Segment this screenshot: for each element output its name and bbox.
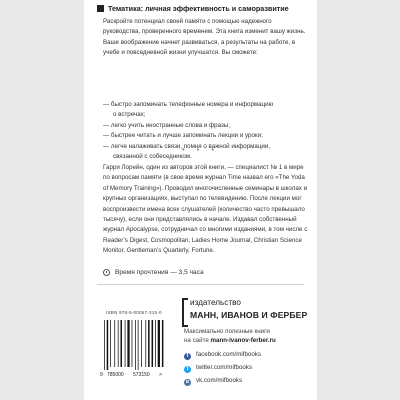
clock-icon xyxy=(103,269,110,276)
barcode-bar xyxy=(127,320,129,367)
barcode-bar xyxy=(125,320,126,367)
topic-square-icon xyxy=(97,5,104,12)
benefit-text: — легко учить иностранные слова и фразы; xyxy=(103,121,230,129)
barcode-bar xyxy=(158,320,160,367)
isbn-number: ISBN 978-5-00057-315-0 xyxy=(106,310,162,315)
barcode-bar xyxy=(152,320,154,367)
barcode-bar xyxy=(162,320,164,367)
publisher-site-line xyxy=(184,337,276,344)
benefit-text: — легче налаживать связи, помня о важной информации, xyxy=(103,142,271,150)
barcode-bars xyxy=(104,320,163,370)
benefit-item xyxy=(103,100,308,121)
site-link[interactable]: mann-ivanov-ferber.ru xyxy=(210,337,276,344)
publisher-tagline: Максимально полезные книги xyxy=(184,328,270,335)
social-label: facebook.com/mifbooks xyxy=(196,351,261,358)
barcode-bar xyxy=(121,320,123,367)
reading-time-label: Время прочтения — 3,5 часа xyxy=(115,269,204,276)
topic-line xyxy=(97,4,289,13)
divider xyxy=(97,284,304,285)
barcode-bar xyxy=(145,320,146,367)
vk-icon: в xyxy=(185,379,190,385)
social-label: vk.com/mifbooks xyxy=(196,377,243,384)
barcode-bar xyxy=(110,320,111,367)
benefit-text-cont: связанной с собеседником. xyxy=(113,153,192,161)
social-facebook[interactable] xyxy=(184,351,261,360)
barcode-digits-1: 785000 xyxy=(107,372,124,378)
facebook-icon: f xyxy=(184,353,191,360)
benefit-item xyxy=(103,131,308,141)
publisher-name: МАНН, ИВАНОВ И ФЕРБЕР xyxy=(190,310,308,320)
barcode-bar xyxy=(107,320,109,370)
book-back-cover xyxy=(84,0,317,400)
site-prefix: на сайте xyxy=(184,337,211,344)
benefit-item xyxy=(103,121,308,131)
barcode-bar xyxy=(135,320,136,370)
publisher-logo-bracket xyxy=(182,298,188,327)
twitter-icon: t xyxy=(184,366,191,373)
benefit-text: — быстро запоминать телефонные номера и информацию xyxy=(103,101,274,108)
barcode-bar xyxy=(138,320,139,370)
benefit-text: — быстрее читать и лучше запоминать лекции и уроки; xyxy=(103,132,263,140)
barcode-bar xyxy=(132,320,133,367)
benefit-text-cont: о встречах; xyxy=(113,111,146,119)
barcode-digits-2: 573150 xyxy=(133,372,150,378)
author-paragraph: Гарри Лорейн, один из авторов этой книги, — специалист № 1 в мире по вопросам памяти (в свое время журнал Time назвал его «The Yoda of Memory Training»). Проводил многочисленные семинары в школах и крупных организациях, выступал по телевидению. После лекции мог воспроизвести имена всех слушателей (количество часто превышало тысячу), если они представлялись в начале. Издавал собственный журнал Apocalypse, сотрудничал со многими изданиями, в том числе с Reader’s Digest, Cosmopolitan, Ladies Home Journal, Christian Science Monitor, Gentleman’s Quarterly, Fortune. xyxy=(103,164,308,255)
reading-time xyxy=(103,269,204,276)
barcode-bar xyxy=(141,320,142,367)
topic-label: Тематика: личная эффективность и саморазвитие xyxy=(108,4,289,13)
section-separator: * * * xyxy=(181,148,220,155)
barcode xyxy=(100,318,164,378)
intro-paragraph: Раскройте потенциал своей памяти с помощью надежного руководства, проверенного временем. Эта книга изменит вашу жизнь. Ваше воображение начнет развиваться, а результаты на работе, в учебе и повседневной жизни улучшатся. Вы сможете: xyxy=(103,18,306,57)
barcode-bar xyxy=(148,320,150,367)
barcode-bar xyxy=(114,320,115,367)
social-vk[interactable] xyxy=(184,377,242,386)
publisher-line1: издательство xyxy=(190,298,241,307)
barcode-bar xyxy=(118,320,119,367)
social-label: twitter.com/mifbooks xyxy=(196,364,253,371)
barcode-digit-right: > xyxy=(159,372,162,378)
barcode-bar xyxy=(104,320,105,370)
barcode-digit-left: 9 xyxy=(100,372,103,378)
social-twitter[interactable] xyxy=(184,364,252,373)
barcode-bar xyxy=(155,320,156,367)
